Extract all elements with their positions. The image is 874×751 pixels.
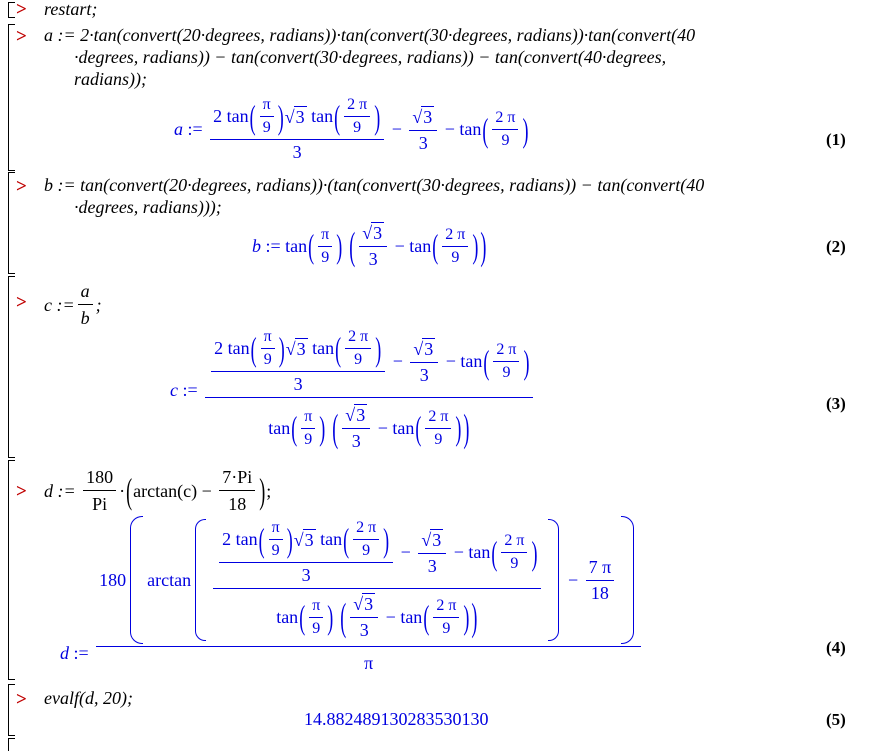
prompt-b: > [16, 176, 27, 197]
prompt-restart: > [16, 0, 27, 20]
group-bracket-b[interactable] [8, 172, 15, 274]
d-output: d := 180 arctan 2 tan ( $\frac{\pi}{9}$ ) √ 3 tan ( $\frac{2 \pi}{9}$ ) 3 − √ 3 3 − tan ( $\frac{2 \pi}{9}$ ) tan ( $\frac{\pi}{9}$ ) ( √ 3 3 − tan ( $\frac{2 \pi}{9}$ ) ) − $\frac{7 \pi}{18}$ π [60, 516, 644, 674]
prompt-evalf: > [16, 689, 27, 710]
equation-label-2: (2) [826, 237, 846, 256]
d-command[interactable]: d := $\frac{180}{Pi}$ · ( arctan(c) − $\frac{7\cdot Pi}{18}$ ) ; [44, 467, 272, 514]
group-bracket-restart[interactable] [8, 2, 15, 18]
a-command-line1[interactable]: a := 2·tan(convert(20·degrees, radians))·tan(convert(30·degrees, radians))·tan(convert(40 [44, 25, 696, 45]
evalf-command[interactable]: evalf(d, 20); [44, 688, 133, 708]
c-output: c := 2 tan ( $\frac{\pi}{9}$ ) √ 3 tan ( $\frac{2 \pi}{9}$ ) 3 − √ 3 3 − tan ( $\frac{2 \pi}{9}$ ) tan ( $\frac{\pi}{9}$ ) ( √ 3 3 − tan ( $\frac{2 \pi}{9}$ ) ) [170, 328, 536, 452]
a-output: a := 2 tan ( $\frac{\pi}{9}$ ) √ 3 tan ( $\frac{2 \pi}{9}$ ) 3 − √ 3 3 − tan ( $\frac{2 \pi}{9}$ ) [174, 96, 529, 162]
group-bracket-c[interactable] [8, 276, 15, 458]
group-bracket-d[interactable] [8, 460, 15, 680]
a-command-line2[interactable]: ·degrees, radians)) − tan(convert(30·degrees, radians)) − tan(convert(40·degrees, [74, 47, 667, 67]
prompt-c: > [16, 292, 27, 313]
c-command[interactable]: c := $\frac{a}{b}$ ; [44, 281, 102, 328]
equation-label-1: (1) [826, 130, 846, 149]
prompt-a: > [16, 26, 27, 47]
b-command-line2[interactable]: ·degrees, radians))); [74, 197, 222, 217]
equation-label-5: (5) [826, 710, 846, 729]
a-command-line3[interactable]: radians)); [74, 69, 147, 89]
b-output: b := tan ( $\frac{\pi}{9}$ ) ( √ 3 3 − tan ( $\frac{2 \pi}{9}$ ) ) [252, 223, 487, 269]
group-bracket-evalf[interactable] [8, 684, 15, 736]
equation-label-3: (3) [826, 394, 846, 413]
group-bracket-a[interactable] [8, 24, 15, 171]
evalf-result: 14.882489130283530130 [304, 709, 489, 729]
prompt-d: > [16, 481, 27, 502]
equation-label-4: (4) [826, 638, 846, 657]
b-command-line1[interactable]: b := tan(convert(20·degrees, radians))·(tan(convert(30·degrees, radians)) − tan(convert(40 [44, 175, 705, 195]
restart-command[interactable]: restart; [44, 0, 98, 19]
